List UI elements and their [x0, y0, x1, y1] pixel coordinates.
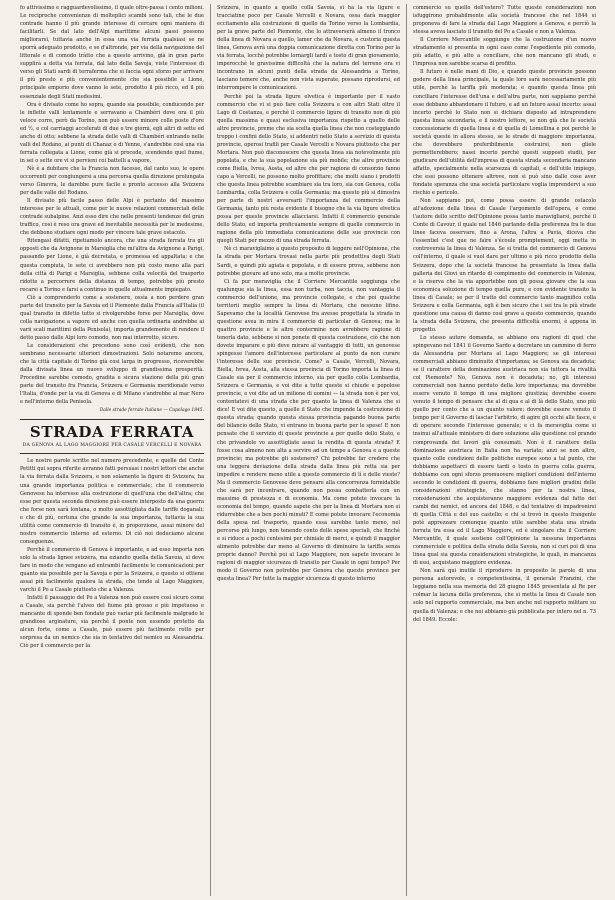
- paragraph: Perchè poi la strada ligure elvetica è importante per il vasto commercio che vi si può fare colla Svizzera e con altri Stati oltre il Lago di Costanza, e perchè il commercio ligure di transito non di più quella massima e quasi esclusiva importanza rispetto a quello delle altre provincie, preme che sia scelta quella linea che non costeggiando troppo i confini dello Stato, si addentri nello Stato a servizio di questa provincie, operosi trafili per Casale Vercelli e Novara piuttosto che per Mortara. Non può disconoscere che questa linea sia notevolmente più popolata, e che la sua popolazione sia più mobile; che altre provincie come Biella, Ivrea, Aosta, ed altre che per ragione di consorzio fanno capo a Vercelli, ne possono molto profittare; che molti siano i prodotti che questa linea potrebbe scambiare sia tra loro, sia con Genova, colla Lombardia, colla Svizzera e colla Germania; ma questo più si dimostra per parte di nostri avversarii l'importanza del commercio della Germania, tanto più resta evidente il bisogno che la via ligure elvetica possa per queste provincie allacciarsi. Infatti il commercio generale dello Stato, ed importa proficuamente sempre di quelle commercio in ragione della più immediata comunicazione delle sue provincie con quegli Stati per mezzo di una strada ferrata.: [217, 93, 400, 245]
- paragraph: fo attivissimo e ragguardevolissimo, il quale oltre-passa i cento milioni. Le reciproche convenienze di molteplici scambi sono tali, che le due contrade hanno il più grande interesse di cercare ogni maniera di facilitarli. Se dal lato dell'Alpi marittime alcuni passi possono migliorarsi, tuttavia anche in essa una via ferrata qualsiasi se ne sporrà adeguato prodotto, e se d'altronde, per via della navigazione del littorale e di comodo tràtto che a questo arrivino, già in gran parte supplirà a detta via ferrata, dal lato della Savoja, viste l'interesse di verso gli Stati sardi di terraferma che si faccia ogni sforzo per arrivare il più presto e più convenientemente che sia possibile a Lione, principale emporio dove vanno le sete, prodotto il più ricco, ed il più essenziale degli Stati medesimi.: [20, 5, 204, 100]
- paragraph: Lo stesso autore domanda, se abbiano ora ragioni di quei che spingevano nel 1841 il Governo Sardo a decretare un cammino di ferro da Alessandria per Mortara al Lago Maggiore; se gli interessi commerciali abbiano diminuito d'importanza; se Genova sia decaduta; se il carattere della dominazione austriaca non sia tuttora la rivalità col Piemonte? No, Genova non è decaduta; no, gli interessi commerciali non hanno perduto della loro importanza; ma dovrebbe essere venuto il tempo di una migliore giustizia; dovrebbe essere venuto il tempo di pensare che al di qua e al di là dello Stato, uno più quello per conto che a un quanto valore; dovrebbe essere venuto il tempo per il Governo di lasciar l'arbitrio, di agire gli occhi alle fasce, e di operare secondo l'interesse generale; e ci fa meraviglia come si insinui all'attuale ministero di dare soluzione alla questione col prando comprovanda dei lavori già consumati. Non è il carattere della dominazione austriaca in Italia non ha variato; anzi se non altro, quanto colle condizioni delle politiche europee sono a tal punto, che dobbiamo aspettarci di essere tardi o tosto in guerra colla guerra, dobbiamo con ogni sforzo promuovere migliori condizioni dell'interno secondo le condizioni di guerra, dobbiamo fare migliori gradini delle considerazioni strategiche, che stanno per la nostra linea, considerazioni che acquisteranno maggiore evidenza dal fatto dei cambi dei nemici, ed ancora del 1848, e dal tentativo di impadronirsi di quella Città e del suo castello; e chi si trovò in questo frangente potè apprezzare comunque quanto utile sarebbe stata una strada ferrata tra essa ed il Lago Maggiore, ed è singolare che il Corriere Mercantile, il quale sostiene coll'Opinione la nessuna importanza commerciale e politica della strada della Savoia, non si curi poi di una linea qual sia questa considerazioni strategiche, le quali, in mancanza di essi, acquistano maggiore evidenza.: [413, 334, 596, 567]
- source-footnote: Dalle strade ferrate Italiane — Capolago 1845.: [99, 408, 204, 414]
- paragraph: commercio su quello dell'estero? Tutte queste considerazioni non isfuggirono probabilmente alla società francese che nel 1844 si proponeva di fare la strada dal Lago Maggiore a Genova, e perciò la stessa aveva lasciato il transito del Po a Casale e non a Valenza.: [413, 5, 596, 36]
- section-divider: [20, 453, 204, 454]
- article-subheadline: DA GENOVA AL LAGO MAGGIORE PER CASALE VERCELLI E NOVARA: [22, 443, 202, 449]
- paragraph: Non sarà qui inutile il riprodurre in proposito le parole di una persona autorevole, e competentissima, il generale Franzini, che leggiamo nella sua memoria del 28 giugno 1845 presentata al Re per colmar la lacuna della preferenza, che si metta la linea di Casale non solo nel rapporto commerciale, ma ben anche nel rapporto militare su quella di Valenza; e che noi abbiamo già pubblicata per intero nel n. 73 del 1849. Eccole:: [413, 568, 596, 623]
- paragraph: Ritengasi difatti, ripetiamolo ancora, che una strada ferrata tra gli opposti che da Avignone in Marsiglia che mi'altra da Avignone a Parigi, passando per Lione, è già decretata, e promessa ed appaltata; e che questa compiuta, le sete ci avrebbero non più costo meno alla pari della città di Parigi e Marsiglia, sebbene colla velocità del trasporto ridotte a percorrere della distanza di tempo, potrebbe più presto recarsi a Torino e farsi a continuo in quelle attualmente impiegato.: [20, 238, 204, 293]
- article-headline: STRADA FERRATA: [29, 423, 195, 442]
- paragraph: Infatti il passaggio del Po a Valenza non può essere così sicuro come a Casale, sia perchè l'alveo del fiume più grosso e più impetuoso e mancante di sponde ben fondate può variar più facilmente malgrado le grandiose arginature, sia perchè il ponte non essendo protetto da alcun forte, come a Casale, può essere più facilmente rotto per sorpresa da un nemico che sia in tentativo del nemico su Alessandria. Ciò per il commercio per la: [20, 595, 204, 650]
- column-1: [14, 4, 210, 896]
- paragraph: Nè è a dubitare che la Francia non facesse, dal canto suo, le opere occorrenti per congiungersi a una percorsa quella direzione prolungata verso Ginevra, le darebbe pure facile e pronto accesso alla Svizzera per dalle valle del Rodano.: [20, 165, 204, 197]
- paragraph: Nè ci maraviglaimo a questo proposito di leggere nell'Opinione, che la strada per Mortara trovasi nella parte più produttiva degli Stati Sardi, e quindi più agiata e popolata, e di essere prova, sebbene non potrebbe giovare ad uno solo, ma a molte provincie.: [217, 246, 400, 277]
- paragraph: Il Corriere Mercantile soggiunge che la costruzione d'un nuovo stradamento si presenta in ogni caso come l'espediente più comodo, più adatto, e più atto a conciliare, che non mancano gli studi, e l'impresa non sarebbe scarsa di profitto.: [413, 37, 596, 68]
- paragraph: Ci fa pur meraviglia che il Corriere Mercantile soggiunga che qualunque sia la linea, essa non turba, non taccia, non vantaggia il commercio dell'unione, ma provincie collegate, e che poi qualche territorii meglio sempre la linea di Mortara, che nessuno lifino. Sapevamo che la località Genovese fra avesse progettata la strada in questione avea in mira il commercio di particolar di Genova; ma le quattro provincie e le altre contermine non avrebbero ragione di tenerla dato, sebbene si non ponete di questa costruzione, ciò che non dovete imparare e più deve mirare al vantaggio di tutti, un genovese spingesse l'amore dell'interesse particolare al punto da non curare l'interesse delle sue provincie. Come? a Casale, Vercelli, Novara, Biella, Ivrea, Aosta, alla stessa provincia di Torino importa la linea di Casale sia per il commercio interno, sia per quello colla Lombardia, Svizzera e Germania, e voi dite a tutte queste si chiude e popolose provincie, e voi dite ad un milione di uomini — la strada non è per voi, contentatevi di una strada che per quanto la linea di Valenza che si dice! E voi dite questo, a quelle il Stato che impende la costruzione di questa strada; quando questa stessa provincia pagando buona parte del bilancio dello Stato, vi entrano in buona parte per le spese! E non pensate che il servizio di queste provincie a per quello dello Stato, e che privandole vo assottigliate assai la rendita di questa strada? E fosse cosa almeno non alta a servire ad un tempo a Genova e a queste provincie; ma potrebbe gli sostenere? Chi potrebbe far credere che una leggera deviazione della strada dalla linea più retta sia per impedire e rendere meno utile a questo commercio di lì e delle vieste? Ma il commercio Genovese deve pensare alla concorrenza formidabile che sarà per incontrare, quando non possa combatterla con un massimo di prestezza e di economia. Ma come potete invocare la economia del tempo, quando sapete che per la linea di Mortara non si ridurrebbe che a ben pochi minuti? E come potete invocare l'economia della spesa nel trasporto, quando essa sarebbe tanto meno, nel percorso più lungo, non tenendo conto delle spese speciali, che finchè e si riduce a pochi centesimi per chiniale di merci, e quindi il maggior alimento potrebbe dar meno al Governo di diminuire la tariffa senza proprie danno? Perchè poi al Lago Maggiore, non sapete invocare le ragioni di maggior sicurezza di transito per Casale in ogni tempo? Per modo il Governo non potrebbe per Genova che queste province per questa linea? Per tutte la maggior sicurezza di questo interno: [217, 278, 400, 583]
- paragraph: Ora è divisato come ho sopra, quando sia possibile, conducendo per le inflette valli lentamente e serravano a Chambéri dove ora il più veloce corre, però da Torino, non può essere minore colle poste d'ore ed ½, e col carriaggi accelerati di due o tre giorni, egli altri di sette ed anche di otto; sebbene la strada delle valli di Chambéri entrando nelle valli del Rodano, ai punti di Chanaz o di Yenne, s'andrebbe così una via ferrata collegata a Lione, come già si procede, scendendo quel fiume, in sei o sette ore vi si pervieni coi battelli a vapore.: [20, 101, 204, 164]
- paragraph: Le nostre parole scritte nel numero precedente, e quelle del Conte Petitti qui sopra riferite avranno fatti persuasi i nostri lettori che anche la via ferrata dalla Svizzera, e non solamente la figure di Svizzera, ha una grande importanza politica e commerciale; che il commercio Genovese ha interesse alla costruzione di quell'una che dell'altra; che esse per questa seconda direzione può essere interposto da una guerra che forse non sarà lontana, o molto assottigliata dalle tariffe doganali; e che di più, certuna che grande la sua importanza, tuttavia la sua utilità come commercio di transito è, in proporzione, assai minore del nostro commercio interno ed esterno. Di ciò noi deduciamo alcune conseguenze.: [20, 458, 204, 545]
- paragraph: Svizzera, in quanto a quello colla Savoia, si ha la via ligure e tracciatine poco per Casale Vercelli e Novara, ossa darà maggior eccitamento alla costruzione di quello da Torino verso la Lombardia, per la grave parte del Piemonte, che lo attraverserà almeno il tronco della linea di Novara a quello, lamer che da Novara, e custoria questa linea, Genova avrà una doppia comunicazione diretta con Torino per la via ferrata, locchè potrebbe lornargli tardi e tosto di gran giovamento, imperocchè le gravissime difficoltà che la natura del terreno ora vi incontrano in alcuni punti della strada da Alessandria a Torino, lasciano temere che, anche non vista superate, possano riprodursi, ed interrompere le comunicazioni.: [217, 5, 400, 92]
- column-2: [210, 4, 406, 896]
- paragraph: Il futuro è nelle mani di Dio, e quando queste provincie possono godere della linea principale, la quale loro sarà necessariamente più utile, perchè la tariffa più moderata; e quando questa linea più conciliare l'interesse dell'una e dell'altra parte, non sappiamo perchè esse debbano abbandonare il futuro, e ad un futuro assai incerto: assai incerto perchè lo Stato non si dichiara disposto ad intraprendere questa linea secondaria, e il nostro lettore, se non già che le società concessionarie di quella linea e di quella di Lomellina e poi perchè le società queste in allora stesso, se le strade di maggiore importanza, che dovrebbero preferibilmente costruirsi, non gliele permetterebbero; nasei incerto perchè questi supposti studii, per giudicare dell'utilità dell'impresa di questa strada secondaria mancano affatto, specialmente nella scarsezza di capitali, e dell'utile impiego, che essi possono ottenere altrove, non si può sino dalle cose aver fondate speranza che una società particolare voglia imprendervi a suo rischio e pericolo.: [413, 69, 596, 197]
- paragraph: Non sappiamo poi, come possa essere di grande ostacolo all'adozione della linea di Casale l'argomento dell'opera, e come l'autore dello scritto dell'Opinione possa tanto maravigliarsi, perchè il Conte di Cavour, il quale nel 1846 parlando della preferenza fra le due linee faceva osservare, fino a Arona, l'altra a Pavia, diceva che l'essentiel c'est que ne faire s'écoule promptement, oggi metta in controversia la linea di Valenza. Se si tratta del commercio di Genova coll'interno, il quale si vuol dare per ultimo e più ricco prodotto della Svizzera, dopo che la società francese ha presentato la linea dalla galleria dei Giovi un ritardo di compimento del commercio in Valenza, e la riserva che la via apportebbe non gli possa giovare che la sua economica soluzione di tempo quella pure, e con evidente transito la linea di Casale; se per il tratto del commercio tanto magnifico colla Svizzera e colla Germania, egli è ben sicuro che i sei tra le più strade questione una causa di danno così grave a questo commercio, quando la strada della Svizzera, che presenta difficoltà enormi, è appena in progetto.: [413, 198, 596, 333]
- section-divider: [20, 419, 204, 420]
- paragraph: Le considerazioni che precedono sono così evidenti, che non sembrano necessarie ulteriori dimostrazioni. Solo notaremo ancora, che la città capitale di Torino già cosi larga in progresso, riceverebbe dalla divisata linea un nuovo sviluppo di grandissima prosperità. Procedine sarebbe comodo, gradita e sicura stazione della più gran parte del transito fra Francia, Svizzera e Germania meridionale verso l'Italia, d'onde per la via di Genova e di Milano s'andrebbe al mar Nero e nell'interno della Penisola.: [20, 342, 204, 406]
- column-3: [406, 4, 602, 896]
- paragraph: Perchè il commercio di Genova è importante, e ad esso importa non solo la strada lignee svizzera, ma eziandio quella della Savoia, si deve fare in modo che vengano ad entrambi facilmente le comunicazioni per quanto sia possibile per la Savoja e per la Svizzera, e questo si ottiene assai più facilmente qualora la strada, che tende al Lago Maggiore, varchi il Po a Casale piuttosto che a Valenza.: [20, 546, 204, 594]
- paragraph: Ciò a comprenderlo come a sostenere, ossia a non perdere gran parte del transito per la Savoia ed il Piemonte dalla Francia all'Italia (il qual transito in difetto tutto si rivolgerebbe forse per Marsiglia, dove colla navigazione a vapore ed anche con quella ordinaria andrebbe ai varii scali marittimi della Penisola), importa grandemente di rendere il detto passo dalle Alpi loro comodo, non mai interrotto, sicuro.: [20, 294, 204, 341]
- paragraph: Il divisato più facile passo delle Alpi è pertanto del massimo interesse per le attuali, come per le nuove relazioni commerciali delle contrade subalpine. Anzi esso dire che nelle presenti tendenze del gran traffico, cosi è reso ora grave ed inevitabile necessità per le medesime, che debbono studiare ogni modo per vincere tale grave ostacolo.: [20, 198, 204, 237]
